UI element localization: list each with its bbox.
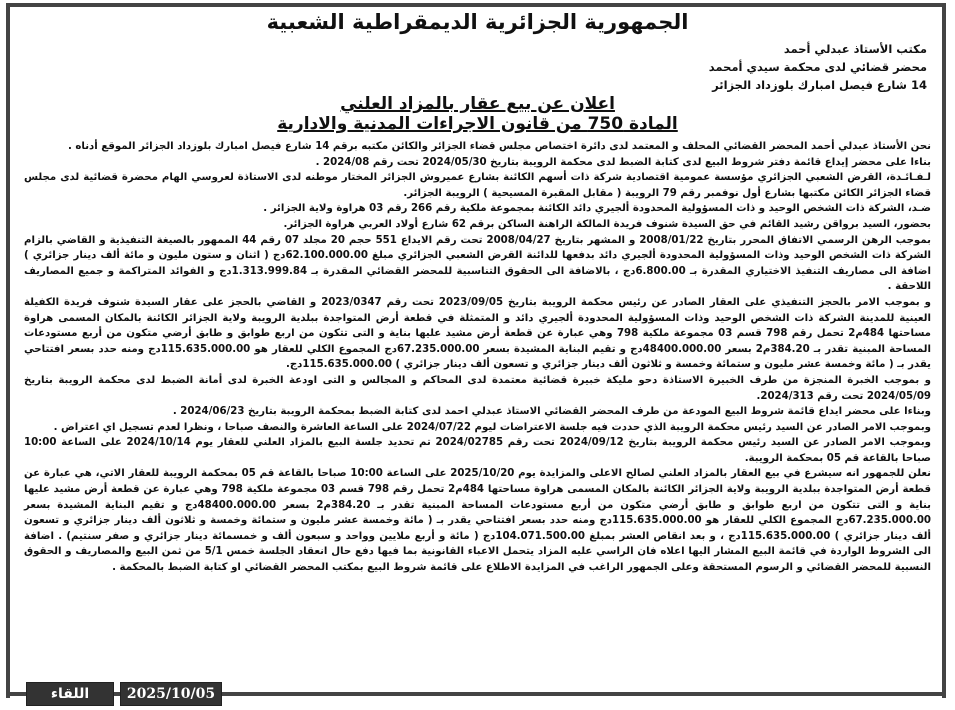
announcement-title bbox=[0, 94, 955, 134]
bailiff-office-block bbox=[709, 40, 927, 94]
republic-heading: الجمهورية الجزائرية الديمقراطية الشعبية bbox=[266, 10, 689, 34]
publication-date: 2025/10/05 bbox=[120, 682, 222, 706]
paragraph-intro: نحن الأستاذ عبدلي أحمد المحضر القضائي المحلف و المعتمد لدى دائرة اختصاص مجلس قضاء الجزائر والكائن مكتبه برقم 14 شارع فيصل امبارك بلوزداد الجزائر الموقع أدناه . bbox=[67, 141, 931, 152]
newspaper-name: اللقاء bbox=[26, 682, 114, 706]
title-line-2: المادة 750 من قانون الاجراءات المدنية والادارية bbox=[277, 114, 678, 134]
paragraph-mortgage: بموجب الرهن الرسمي الاتفاق المحرر بتاريخ 2008/01/22 و المشهر بتاريخ 2008/04/27 تحت رقم الايداع 551 حجم 20 مجلد 07 رقم 44 الممهور بالصيغة التنفيذية و القاضي بالزام الشركة ذات الشخص الوحيد وذات المسؤولية المحدودة ألجيري دائد بدفعها للدائنة القرض الشعبي الجزائري مبلغ 62.100.000.00دج ( اثنان و ستون مليون و مائة ألف دينار جزائري ) اضافة الى مصاريف التنفيذ الاختياري المقدرة بـ 6.800.00دج ، بالاضافة الى الحقوق التناسبية للمحضر القضائي المقدرة بـ 1.313.999.84دج و الفوائد المتراكمة و جميع المصاريف اللاحقة . bbox=[24, 234, 932, 293]
paragraph-debtor: ضـد، الشركة ذات الشخص الوحيد و ذات المسؤولية المحدودة ألجيري دائد الكائنة بمجموعة ملكية رقم 266 رقم 03 هراوة ولاية الجزائر . bbox=[263, 203, 931, 215]
paragraph-session: وبموجب الامر الصادر عن السيد رئيس محكمة الرويبة بتاريخ 2024/09/12 تحت رقم 2024/02785 تم تحديد جلسة البيع بالمزاد العلني للعقار يوم 2024/10/14 على الساعة 10:00 صباحا بالقاعة قم 05 بمحكمة الرويبة. bbox=[24, 437, 931, 464]
title-line-1: اعلان عن بيع عقار بالمزاد العلني bbox=[340, 94, 615, 114]
notice-body bbox=[24, 139, 931, 576]
paragraph-seizure: و بموجب الامر بالحجز التنفيذي على العقار الصادر عن رئيس محكمة الرويبة بتاريخ 2023/09/05 تحت رقم 2023/0347 و القاضي بالحجز على عقار السيدة شنوف فريدة الكفيلة العينية للمدينة الشركة ذات الشخص الوحيد وذات المسؤولية المحدودة ألجيري دائد و المتمثلة في قطعة أرض المتواجدة ببلدية الرويبة ولاية الجزائر الكائنة بالمكان المسمى هراوة مساحتها 484م2 تحمل رقم 798 قسم 03 مجموعة ملكية 798 وهي عبارة عن قطعة أرض مشيد عليها بناية و التى تتكون من اربع طوابق و طابق أرضي متكون من أربع مستودعات المساحة المبنية تقدر بـ 384.20م2 بسعر 48400.000.00دج و تقيم البناية المشيدة بسعر 67.235.000.00دج المجموع الكلي للعقار هو 115.635.000.00دج ومنه حدد بسعر افتتاحي يقدر بـ ( مائة وخمسة عشر مليون و ستمائة وخمسة و ثلاثون ألف دينار جزائري و تسعون ألف دينار جزائري ) 115.635.000.00دج. bbox=[24, 296, 931, 371]
office-address: 14 شارع فيصل امبارك بلوزداد الجزائر bbox=[712, 78, 927, 92]
paragraph-creditor: لـفـائـدة، القرض الشعبي الجزائري مؤسسة عمومية اقتصادية شركة ذات أسهم الكائنة بشارع عميروش الجزائر المختار موطنه لدى الاستاذة لعروسي الهام محضرة قضائية لدى مجلس قضاء الجزائر الكائن مكتبها بشارع أول نوفمبر رقم 79 الرويبة ( مقابل المقبرة المسيحية ) الرويبة الجزائر. bbox=[24, 172, 931, 199]
paragraph-expertise: و بموجب الخبرة المنجزة من طرف الخبيرة الاستاذة دحو مليكة خبيرة قضائية معتمدة لدى المحاكم و المجالس و التى اودعة الخبرة لدى أمانة الضبط لدى محكمة الرويبة بتاريخ 2024/05/09 تحت رقم 2024/313. bbox=[24, 374, 931, 402]
office-name: مكتب الأستاذ عبدلي أحمد bbox=[783, 42, 927, 56]
paragraph-objections: وبموجب الامر الصادر عن السيد رئيس محكمة الرويبة الذي حددت فيه جلسة الاعتراضات ليوم 2024/07/22 على الساعة العاشرة والنصف صباحا ، ونظرا لعدم تسجيل اي اعتراض . bbox=[53, 421, 931, 433]
paragraph-conditions: وبناءا على محضر ايداع قائمة شروط البيع المودعة من طرف المحضر القضائي الاستاذ عبدلي احمد لدى كتابة الضبط بمحكمة الرويبة بتاريخ 2024/06/23 . bbox=[172, 406, 931, 418]
paragraph-presence: بحضور، السيد برواقن رشيد القائم في حق السيدة شنوف فريدة المالكة الراهنة الساكن برقم 62 شارع أولاد العربي هراوة الجزائر. bbox=[283, 218, 931, 230]
paragraph-deposit: بناءا على محضر إيداع قائمة دفتر شروط البيع لدى كتابة الضبط لدى محكمة الرويبة بتاريخ 2024/05/30 تحت رقم 2024/08 . bbox=[315, 156, 931, 168]
paragraph-announcement: نعلن للجمهور انه سيشرع في بيع العقار بالمزاد العلني لصالح الاعلى والمزايدة يوم 2025/10/20 على الساعة 10:00 صباحا بالقاعة قم 05 بمحكمة الرويبة للعقار الاتي، هي عبارة عن قطعة أرض المتواجدة ببلدية الرويبة ولاية الجزائر الكائنة بالمكان المسمى هراوة مساحتها 484م2 تحمل رقم 798 قسم 03 مجموعة ملكية 798 وهي عبارة عن قطعة أرض مشيد عليها بناية و التى تتكون من اربع طوابق و طابق أرضي متكون من أربع مستودعات المساحة المبنية تقدر بـ 384.20م2 بسعر 48400.000.00دج و تقيم البناية المشيدة بسعر 67.235.000.00دج المجموع الكلي للعقار هو 115.635.000.00دج ومنه حدد بسعر افتتاحي يقدر بـ ( مائة وخمسة عشر مليون و ستمائة وخمسة و ثلاثون ألف دينار جزائري و تسعون ألف دينار جزائري ) 115.635.000.00دج ، و بعد انقاص العشر بمبلغ 104.071.500.00دج ( مائة و أربع ملايين وواحد و سبعون ألف و خمسمائة دينار جزائري و صفر سنتيم) . اضافة الى الشروط الواردة في قائمة البيع المشار اليها اعلاه فان الراسي عليه المزاد يتحمل الاعباء القانونية بما فيها دفع حال انعقاد الجلسة خمس 5/1 من ثمن البيع والمصاريف و الحقوق النسبية للمحضر القضائي و الرسوم المستحقة وعلى الجمهور الراغب في المزايدة الاطلاع على قائمة شروط البيع بمكتب المحضر القضائي او كتابة الضبط بالمحكمة . bbox=[24, 468, 932, 574]
office-court: محضر قضائي لدى محكمة سيدي أمحمد bbox=[708, 60, 927, 74]
